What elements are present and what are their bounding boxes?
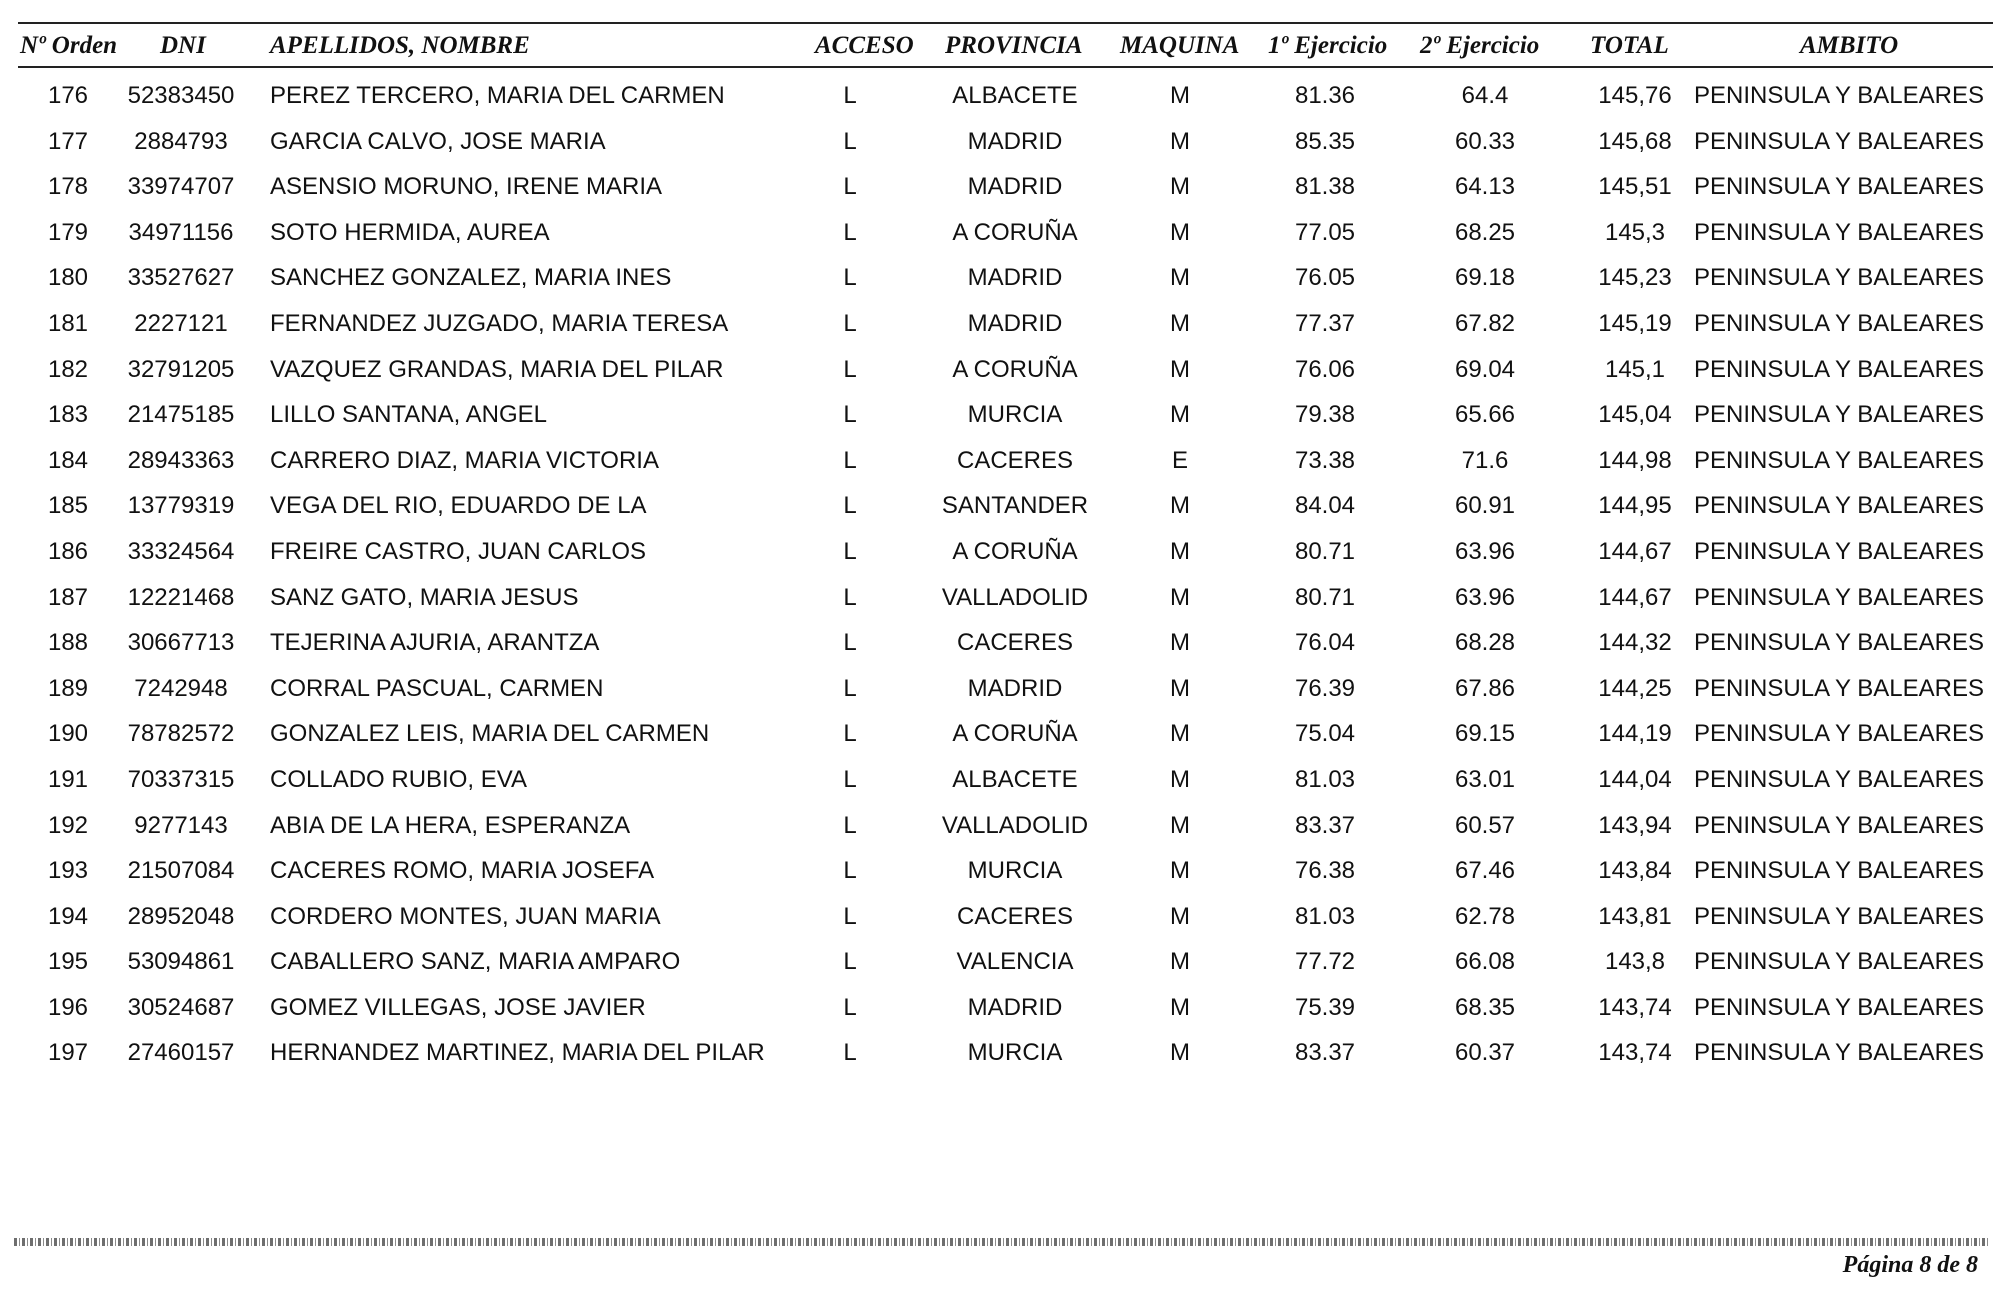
cell-provincia: MADRID bbox=[967, 993, 1063, 1021]
cell-maquina: M bbox=[1170, 355, 1190, 383]
cell-nombre: SOTO HERMIDA, AUREA bbox=[270, 218, 550, 246]
cell-ejercicio-2: 69.04 bbox=[1454, 355, 1516, 383]
cell-ambito: PENINSULA Y BALEARES bbox=[1694, 537, 1984, 565]
cell-dni: 7242948 bbox=[134, 674, 228, 702]
cell-ejercicio-1: 76.05 bbox=[1294, 264, 1356, 292]
cell-orden: 193 bbox=[47, 857, 89, 885]
table-header bbox=[0, 26, 2000, 66]
cell-total: 144,19 bbox=[1598, 720, 1672, 748]
cell-acceso: L bbox=[843, 629, 857, 657]
cell-total: 145,04 bbox=[1598, 401, 1672, 429]
cell-ambito: PENINSULA Y BALEARES bbox=[1694, 583, 1984, 611]
cell-maquina: M bbox=[1170, 720, 1190, 748]
cell-ejercicio-2: 60.33 bbox=[1454, 127, 1516, 155]
header-dni: DNI bbox=[160, 32, 206, 59]
cell-ambito: PENINSULA Y BALEARES bbox=[1694, 446, 1984, 474]
cell-ambito: PENINSULA Y BALEARES bbox=[1694, 720, 1984, 748]
cell-total: 145,51 bbox=[1598, 173, 1672, 201]
cell-dni: 78782572 bbox=[127, 720, 235, 748]
table-row bbox=[0, 395, 2000, 441]
cell-provincia: MURCIA bbox=[967, 1039, 1063, 1067]
cell-maquina: E bbox=[1171, 446, 1188, 474]
cell-orden: 197 bbox=[47, 1039, 89, 1067]
cell-ambito: PENINSULA Y BALEARES bbox=[1694, 173, 1984, 201]
cell-nombre: CARRERO DIAZ, MARIA VICTORIA bbox=[270, 446, 659, 474]
cell-nombre: GARCIA CALVO, JOSE MARIA bbox=[270, 127, 606, 155]
cell-orden: 190 bbox=[47, 720, 89, 748]
cell-provincia: CACERES bbox=[956, 629, 1074, 657]
cell-provincia: A CORUÑA bbox=[952, 218, 1078, 246]
cell-nombre: GOMEZ VILLEGAS, JOSE JAVIER bbox=[270, 993, 646, 1021]
cell-total: 143,84 bbox=[1598, 857, 1672, 885]
cell-maquina: M bbox=[1170, 583, 1190, 611]
cell-ejercicio-1: 83.37 bbox=[1294, 1039, 1356, 1067]
cell-orden: 177 bbox=[47, 127, 89, 155]
cell-maquina: M bbox=[1170, 857, 1190, 885]
cell-ejercicio-2: 67.86 bbox=[1454, 674, 1516, 702]
cell-ejercicio-1: 80.71 bbox=[1294, 537, 1356, 565]
cell-dni: 27460157 bbox=[127, 1039, 235, 1067]
cell-ambito: PENINSULA Y BALEARES bbox=[1694, 811, 1984, 839]
cell-ejercicio-1: 77.37 bbox=[1294, 309, 1356, 337]
cell-total: 144,95 bbox=[1598, 492, 1672, 520]
cell-maquina: M bbox=[1170, 264, 1190, 292]
cell-ejercicio-2: 68.25 bbox=[1454, 218, 1516, 246]
cell-ambito: PENINSULA Y BALEARES bbox=[1694, 309, 1984, 337]
page-number: Página 8 de 8 bbox=[1842, 1252, 1978, 1278]
cell-nombre: GONZALEZ LEIS, MARIA DEL CARMEN bbox=[270, 720, 710, 748]
cell-ejercicio-2: 60.91 bbox=[1454, 492, 1516, 520]
cell-dni: 33324564 bbox=[127, 537, 235, 565]
cell-ejercicio-1: 81.38 bbox=[1294, 173, 1356, 201]
cell-acceso: L bbox=[843, 173, 857, 201]
cell-dni: 28952048 bbox=[127, 902, 235, 930]
cell-ejercicio-1: 77.05 bbox=[1294, 218, 1356, 246]
cell-provincia: A CORUÑA bbox=[952, 355, 1078, 383]
cell-ejercicio-1: 76.04 bbox=[1294, 629, 1356, 657]
table-row bbox=[0, 532, 2000, 578]
cell-nombre: FERNANDEZ JUZGADO, MARIA TERESA bbox=[270, 309, 729, 337]
cell-total: 143,94 bbox=[1598, 811, 1672, 839]
header-maquina: MAQUINA bbox=[1120, 32, 1240, 59]
cell-ejercicio-1: 75.04 bbox=[1294, 720, 1356, 748]
cell-orden: 188 bbox=[47, 629, 89, 657]
table-row bbox=[0, 942, 2000, 988]
cell-acceso: L bbox=[843, 309, 857, 337]
cell-acceso: L bbox=[843, 720, 857, 748]
cell-acceso: L bbox=[843, 811, 857, 839]
cell-nombre: CORRAL PASCUAL, CARMEN bbox=[270, 674, 604, 702]
cell-ejercicio-1: 81.03 bbox=[1294, 765, 1356, 793]
header-rule bbox=[18, 66, 1993, 68]
cell-dni: 30667713 bbox=[127, 629, 235, 657]
cell-dni: 2227121 bbox=[134, 309, 228, 337]
cell-dni: 9277143 bbox=[134, 811, 228, 839]
cell-maquina: M bbox=[1170, 309, 1190, 337]
cell-provincia: ALBACETE bbox=[952, 765, 1078, 793]
cell-total: 144,25 bbox=[1598, 674, 1672, 702]
table-row bbox=[0, 76, 2000, 122]
cell-ambito: PENINSULA Y BALEARES bbox=[1694, 127, 1984, 155]
cell-acceso: L bbox=[843, 264, 857, 292]
cell-orden: 182 bbox=[47, 355, 89, 383]
table-row bbox=[0, 851, 2000, 897]
cell-orden: 178 bbox=[47, 173, 89, 201]
header-orden: Nº Orden bbox=[20, 32, 118, 59]
cell-orden: 181 bbox=[47, 309, 89, 337]
cell-nombre: CACERES ROMO, MARIA JOSEFA bbox=[270, 857, 655, 885]
cell-orden: 192 bbox=[47, 811, 89, 839]
cell-nombre: ASENSIO MORUNO, IRENE MARIA bbox=[270, 173, 663, 201]
cell-ejercicio-2: 62.78 bbox=[1454, 902, 1516, 930]
cell-provincia: VALLADOLID bbox=[941, 583, 1089, 611]
cell-provincia: ALBACETE bbox=[952, 82, 1078, 109]
cell-provincia: A CORUÑA bbox=[952, 720, 1078, 748]
table-row bbox=[0, 988, 2000, 1034]
cell-orden: 179 bbox=[47, 218, 89, 246]
cell-ambito: PENINSULA Y BALEARES bbox=[1694, 902, 1984, 930]
header-ambito: AMBITO bbox=[1800, 32, 1899, 59]
cell-total: 144,98 bbox=[1598, 446, 1672, 474]
cell-total: 143,74 bbox=[1598, 993, 1672, 1021]
table-row bbox=[0, 1033, 2000, 1079]
cell-acceso: L bbox=[843, 537, 857, 565]
cell-dni: 33974707 bbox=[127, 173, 235, 201]
cell-acceso: L bbox=[843, 765, 857, 793]
cell-acceso: L bbox=[843, 857, 857, 885]
cell-nombre: TEJERINA AJURIA, ARANTZA bbox=[270, 629, 600, 657]
header-nombre: APELLIDOS, NOMBRE bbox=[270, 32, 530, 59]
cell-maquina: M bbox=[1170, 127, 1190, 155]
table-row bbox=[0, 122, 2000, 168]
cell-ejercicio-1: 73.38 bbox=[1294, 446, 1356, 474]
header-ejercicio-1: 1º Ejercicio bbox=[1268, 32, 1388, 59]
cell-nombre: HERNANDEZ MARTINEZ, MARIA DEL PILAR bbox=[270, 1039, 765, 1067]
cell-maquina: M bbox=[1170, 1039, 1190, 1067]
cell-provincia: MADRID bbox=[967, 173, 1063, 201]
cell-maquina: M bbox=[1170, 82, 1190, 109]
cell-acceso: L bbox=[843, 127, 857, 155]
cell-dni: 33527627 bbox=[127, 264, 235, 292]
cell-dni: 12221468 bbox=[127, 583, 235, 611]
cell-ejercicio-2: 69.18 bbox=[1454, 264, 1516, 292]
cell-orden: 195 bbox=[47, 948, 89, 976]
header-acceso: ACCESO bbox=[815, 32, 914, 59]
cell-nombre: SANCHEZ GONZALEZ, MARIA INES bbox=[270, 264, 672, 292]
cell-nombre: PEREZ TERCERO, MARIA DEL CARMEN bbox=[270, 82, 725, 109]
cell-ejercicio-1: 79.38 bbox=[1294, 401, 1356, 429]
cell-total: 145,19 bbox=[1598, 309, 1672, 337]
cell-orden: 196 bbox=[47, 993, 89, 1021]
cell-total: 143,8 bbox=[1604, 948, 1666, 976]
cell-total: 145,1 bbox=[1604, 355, 1666, 383]
cell-dni: 2884793 bbox=[134, 127, 228, 155]
cell-nombre: CABALLERO SANZ, MARIA AMPARO bbox=[270, 948, 681, 976]
table-row bbox=[0, 806, 2000, 852]
table-row bbox=[0, 578, 2000, 624]
cell-acceso: L bbox=[843, 993, 857, 1021]
cell-provincia: VALENCIA bbox=[956, 948, 1074, 976]
cell-ambito: PENINSULA Y BALEARES bbox=[1694, 993, 1984, 1021]
table-row bbox=[0, 669, 2000, 715]
cell-provincia: CACERES bbox=[956, 446, 1074, 474]
cell-ejercicio-2: 66.08 bbox=[1454, 948, 1516, 976]
cell-total: 145,68 bbox=[1598, 127, 1672, 155]
cell-provincia: VALLADOLID bbox=[941, 811, 1089, 839]
cell-ambito: PENINSULA Y BALEARES bbox=[1694, 765, 1984, 793]
cell-ejercicio-2: 71.6 bbox=[1461, 446, 1509, 474]
cell-acceso: L bbox=[843, 82, 857, 109]
cell-ambito: PENINSULA Y BALEARES bbox=[1694, 401, 1984, 429]
cell-acceso: L bbox=[843, 1039, 857, 1067]
cell-acceso: L bbox=[843, 583, 857, 611]
cell-dni: 21507084 bbox=[127, 857, 235, 885]
cell-ejercicio-1: 76.38 bbox=[1294, 857, 1356, 885]
cell-nombre: VAZQUEZ GRANDAS, MARIA DEL PILAR bbox=[270, 355, 724, 383]
cell-total: 144,32 bbox=[1598, 629, 1672, 657]
cell-ejercicio-2: 67.46 bbox=[1454, 857, 1516, 885]
cell-orden: 176 bbox=[47, 82, 89, 109]
cell-maquina: M bbox=[1170, 948, 1190, 976]
top-rule bbox=[18, 22, 1993, 24]
cell-provincia: MADRID bbox=[967, 309, 1063, 337]
cell-orden: 194 bbox=[47, 902, 89, 930]
cell-dni: 28943363 bbox=[127, 446, 235, 474]
cell-provincia: MADRID bbox=[967, 674, 1063, 702]
cell-ejercicio-1: 76.39 bbox=[1294, 674, 1356, 702]
cell-acceso: L bbox=[843, 218, 857, 246]
cell-provincia: CACERES bbox=[956, 902, 1074, 930]
cell-total: 143,74 bbox=[1598, 1039, 1672, 1067]
cell-total: 144,67 bbox=[1598, 583, 1672, 611]
cell-provincia: MADRID bbox=[967, 264, 1063, 292]
cell-ejercicio-2: 63.01 bbox=[1454, 765, 1516, 793]
cell-ejercicio-1: 76.06 bbox=[1294, 355, 1356, 383]
cell-ambito: PENINSULA Y BALEARES bbox=[1694, 355, 1984, 383]
table-row bbox=[0, 167, 2000, 213]
cell-maquina: M bbox=[1170, 765, 1190, 793]
cell-acceso: L bbox=[843, 355, 857, 383]
cell-ejercicio-1: 77.72 bbox=[1294, 948, 1356, 976]
cell-ambito: PENINSULA Y BALEARES bbox=[1694, 82, 1984, 109]
table-body bbox=[0, 76, 2000, 1079]
cell-provincia: MURCIA bbox=[967, 857, 1063, 885]
cell-provincia: MADRID bbox=[967, 127, 1063, 155]
header-total: TOTAL bbox=[1590, 32, 1669, 59]
table-row bbox=[0, 441, 2000, 487]
cell-nombre: ABIA DE LA HERA, ESPERANZA bbox=[270, 811, 631, 839]
cell-ejercicio-1: 84.04 bbox=[1294, 492, 1356, 520]
cell-total: 144,67 bbox=[1598, 537, 1672, 565]
cell-ejercicio-2: 67.82 bbox=[1454, 309, 1516, 337]
cell-provincia: MURCIA bbox=[967, 401, 1063, 429]
cell-acceso: L bbox=[843, 948, 857, 976]
cell-total: 145,3 bbox=[1604, 218, 1666, 246]
cell-total: 143,81 bbox=[1598, 902, 1672, 930]
cell-provincia: SANTANDER bbox=[941, 492, 1089, 520]
cell-total: 145,76 bbox=[1598, 82, 1672, 109]
table-row bbox=[0, 760, 2000, 806]
cell-maquina: M bbox=[1170, 993, 1190, 1021]
cell-orden: 180 bbox=[47, 264, 89, 292]
cell-ambito: PENINSULA Y BALEARES bbox=[1694, 1039, 1984, 1067]
cell-ejercicio-2: 64.13 bbox=[1454, 173, 1516, 201]
cell-acceso: L bbox=[843, 902, 857, 930]
cell-acceso: L bbox=[843, 446, 857, 474]
cell-ambito: PENINSULA Y BALEARES bbox=[1694, 218, 1984, 246]
cell-ejercicio-1: 83.37 bbox=[1294, 811, 1356, 839]
table-row bbox=[0, 714, 2000, 760]
table-row bbox=[0, 486, 2000, 532]
cell-orden: 183 bbox=[47, 401, 89, 429]
cell-maquina: M bbox=[1170, 811, 1190, 839]
cell-ejercicio-2: 60.37 bbox=[1454, 1039, 1516, 1067]
cell-provincia: A CORUÑA bbox=[952, 537, 1078, 565]
cell-ejercicio-2: 65.66 bbox=[1454, 401, 1516, 429]
cell-orden: 191 bbox=[47, 765, 89, 793]
cell-ambito: PENINSULA Y BALEARES bbox=[1694, 674, 1984, 702]
cell-dni: 13779319 bbox=[127, 492, 235, 520]
table-row bbox=[0, 213, 2000, 259]
cell-orden: 187 bbox=[47, 583, 89, 611]
cell-orden: 184 bbox=[47, 446, 89, 474]
cell-orden: 189 bbox=[47, 674, 89, 702]
cell-ambito: PENINSULA Y BALEARES bbox=[1694, 492, 1984, 520]
cell-ejercicio-1: 81.36 bbox=[1294, 82, 1356, 109]
cell-maquina: M bbox=[1170, 629, 1190, 657]
cell-acceso: L bbox=[843, 401, 857, 429]
cell-total: 145,23 bbox=[1598, 264, 1672, 292]
table-row bbox=[0, 258, 2000, 304]
cell-ejercicio-2: 64.4 bbox=[1461, 82, 1509, 109]
cell-maquina: M bbox=[1170, 537, 1190, 565]
cell-maquina: M bbox=[1170, 173, 1190, 201]
cell-nombre: COLLADO RUBIO, EVA bbox=[270, 765, 527, 793]
cell-dni: 21475185 bbox=[127, 401, 235, 429]
cell-dni: 34971156 bbox=[128, 218, 234, 246]
cell-dni: 32791205 bbox=[127, 355, 235, 383]
cell-nombre: CORDERO MONTES, JUAN MARIA bbox=[270, 902, 661, 930]
cell-acceso: L bbox=[843, 674, 857, 702]
cell-maquina: M bbox=[1170, 902, 1190, 930]
cell-ejercicio-2: 63.96 bbox=[1454, 583, 1516, 611]
cell-total: 144,04 bbox=[1598, 765, 1672, 793]
cell-ejercicio-2: 68.35 bbox=[1454, 993, 1516, 1021]
cell-ambito: PENINSULA Y BALEARES bbox=[1694, 264, 1984, 292]
cell-orden: 185 bbox=[47, 492, 89, 520]
cell-ambito: PENINSULA Y BALEARES bbox=[1694, 857, 1984, 885]
cell-dni: 53094861 bbox=[127, 948, 235, 976]
cell-dni: 30524687 bbox=[127, 993, 235, 1021]
cell-ejercicio-1: 81.03 bbox=[1294, 902, 1356, 930]
cell-ambito: PENINSULA Y BALEARES bbox=[1694, 629, 1984, 657]
table-row bbox=[0, 350, 2000, 396]
cell-nombre: VEGA DEL RIO, EDUARDO DE LA bbox=[270, 492, 647, 520]
table-row bbox=[0, 623, 2000, 669]
cell-ejercicio-2: 63.96 bbox=[1454, 537, 1516, 565]
cell-ejercicio-1: 80.71 bbox=[1294, 583, 1356, 611]
cell-ejercicio-2: 69.15 bbox=[1454, 720, 1516, 748]
cell-ejercicio-2: 68.28 bbox=[1454, 629, 1516, 657]
cell-ejercicio-1: 75.39 bbox=[1294, 993, 1356, 1021]
table-row bbox=[0, 897, 2000, 943]
cell-maquina: M bbox=[1170, 218, 1190, 246]
cell-nombre: SANZ GATO, MARIA JESUS bbox=[270, 583, 579, 611]
cell-nombre: FREIRE CASTRO, JUAN CARLOS bbox=[270, 537, 647, 565]
table-row bbox=[0, 304, 2000, 350]
footer-rule bbox=[14, 1238, 1989, 1246]
cell-dni: 70337315 bbox=[127, 765, 235, 793]
cell-ejercicio-1: 85.35 bbox=[1294, 127, 1356, 155]
cell-ejercicio-2: 60.57 bbox=[1454, 811, 1516, 839]
cell-dni: 52383450 bbox=[127, 82, 235, 109]
cell-maquina: M bbox=[1170, 674, 1190, 702]
cell-maquina: M bbox=[1170, 492, 1190, 520]
cell-acceso: L bbox=[843, 492, 857, 520]
cell-maquina: M bbox=[1170, 401, 1190, 429]
header-ejercicio-2: 2º Ejercicio bbox=[1420, 32, 1540, 59]
cell-orden: 186 bbox=[47, 537, 89, 565]
header-provincia: PROVINCIA bbox=[945, 32, 1083, 59]
cell-nombre: LILLO SANTANA, ANGEL bbox=[270, 401, 547, 429]
cell-ambito: PENINSULA Y BALEARES bbox=[1694, 948, 1984, 976]
